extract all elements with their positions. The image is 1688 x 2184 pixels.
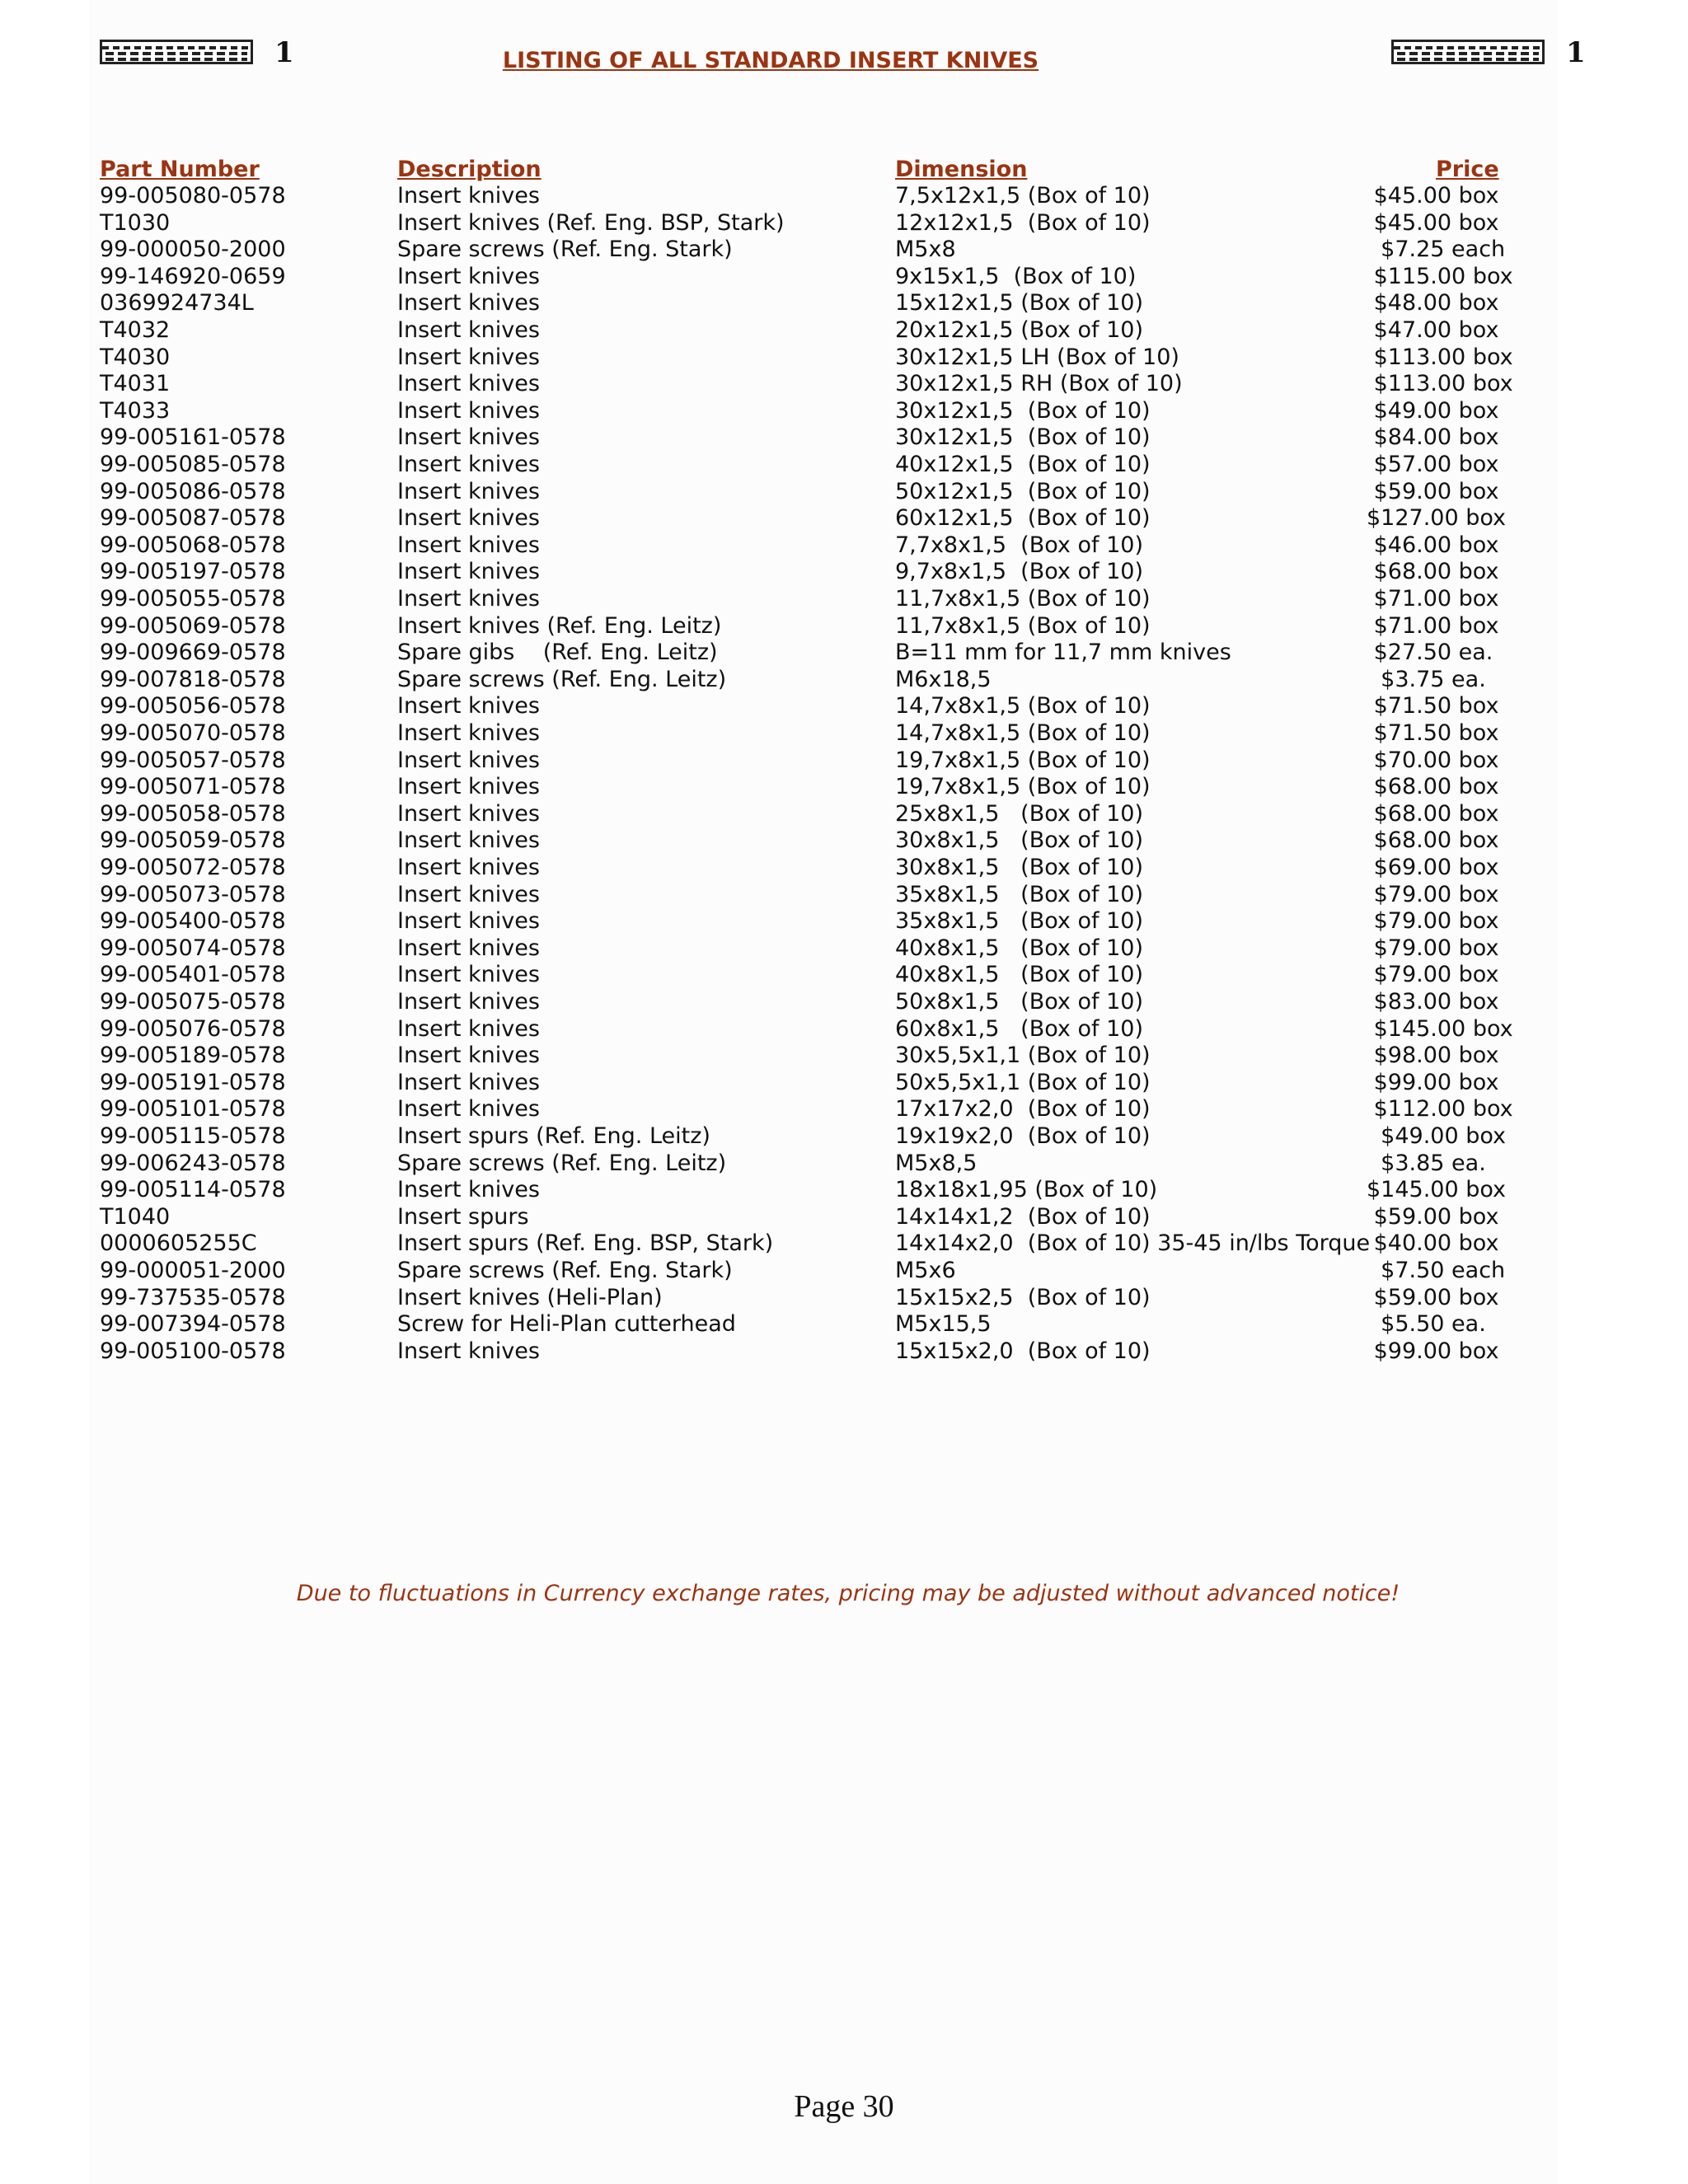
table-cell-dimension: 40x8x1,5 (Box of 10)	[895, 962, 1143, 988]
table-cell-price: $68.00 box	[1367, 774, 1499, 800]
table-cell-price: $127.00 box	[1367, 505, 1507, 532]
table-cell-dimension: 15x12x1,5 (Box of 10)	[895, 290, 1143, 316]
table-cell-dimension: M5x6	[895, 1258, 956, 1283]
table-cell-description: Insert knives	[397, 397, 540, 424]
table-cell-price: $145.00 box	[1367, 1015, 1513, 1042]
table-cell-part-number: 99-005058-0578	[100, 800, 286, 827]
table-cell-dimension: M5x15,5	[895, 1311, 992, 1338]
table-cell-price: $48.00 box	[1367, 290, 1499, 316]
table-cell-price: $84.00 box	[1367, 424, 1499, 451]
table-cell-description: Insert knives	[397, 962, 540, 988]
table-cell-description: Screw for Heli-Plan cutterhead	[397, 1311, 736, 1338]
table-cell-price: $79.00 box	[1367, 962, 1499, 988]
table-cell-price: $69.00 box	[1367, 855, 1499, 880]
table-cell-part-number: 99-000051-2000	[100, 1258, 286, 1283]
table-cell-description: Insert knives	[397, 183, 540, 209]
table-cell-dimension: 12x12x1,5 (Box of 10)	[895, 209, 1151, 236]
table-cell-part-number: 99-005073-0578	[100, 881, 286, 907]
table-cell-part-number: 99-005068-0578	[100, 532, 286, 558]
table-cell-price: $5.50 ea.	[1367, 1311, 1486, 1338]
table-cell-dimension: 7,5x12x1,5 (Box of 10)	[895, 183, 1151, 209]
table-cell-part-number: 99-005059-0578	[100, 827, 286, 854]
table-cell-dimension: 30x8x1,5 (Box of 10)	[895, 827, 1143, 854]
table-cell-price: $99.00 box	[1367, 1338, 1499, 1364]
page-title: LISTING OF ALL STANDARD INSERT KNIVES	[502, 48, 1039, 73]
table-cell-part-number: 99-005400-0578	[100, 908, 286, 935]
table-cell-dimension: 40x8x1,5 (Box of 10)	[895, 935, 1143, 961]
table-cell-price: $3.75 ea.	[1367, 666, 1486, 692]
table-cell-dimension: 30x12x1,5 (Box of 10)	[895, 424, 1151, 451]
table-cell-description: Insert knives	[397, 774, 540, 800]
table-cell-description: Insert knives	[397, 747, 540, 773]
table-cell-dimension: 60x12x1,5 (Box of 10)	[895, 505, 1151, 532]
table-cell-price: $59.00 box	[1367, 1284, 1499, 1310]
table-cell-part-number: 99-009669-0578	[100, 640, 286, 666]
table-cell-price: $113.00 box	[1367, 371, 1513, 397]
table-cell-description: Spare gibs (Ref. Eng. Leitz)	[397, 640, 718, 666]
table-cell-part-number: 99-005086-0578	[100, 478, 286, 504]
table-cell-part-number: 99-005087-0578	[100, 505, 286, 532]
table-cell-description: Insert knives	[397, 505, 540, 532]
table-cell-price: $49.00 box	[1367, 1123, 1507, 1149]
table-cell-description: Spare screws (Ref. Eng. Leitz)	[397, 666, 727, 692]
table-cell-part-number: 99-005070-0578	[100, 720, 286, 746]
table-cell-description: Insert knives (Heli-Plan)	[397, 1284, 663, 1310]
page-panel	[89, 0, 1558, 2184]
header-mark-left: 1	[274, 36, 294, 69]
table-cell-dimension: 19x19x2,0 (Box of 10)	[895, 1123, 1151, 1149]
table-cell-price: $71.00 box	[1367, 586, 1499, 612]
table-cell-price: $99.00 box	[1367, 1069, 1499, 1095]
table-cell-dimension: 15x15x2,0 (Box of 10)	[895, 1338, 1151, 1364]
table-cell-dimension: 60x8x1,5 (Box of 10)	[895, 1015, 1143, 1042]
table-cell-description: Insert knives	[397, 1096, 540, 1122]
table-cell-part-number: 99-006243-0578	[100, 1150, 286, 1176]
table-cell-description: Spare screws (Ref. Eng. Stark)	[397, 1258, 733, 1283]
table-cell-dimension: M5x8,5	[895, 1150, 978, 1176]
table-cell-part-number: 99-005114-0578	[100, 1177, 286, 1203]
table-cell-price: $27.50 ea.	[1367, 640, 1493, 666]
table-cell-description: Insert knives (Ref. Eng. BSP, Stark)	[397, 209, 785, 236]
table-cell-dimension: B=11 mm for 11,7 mm knives	[895, 640, 1231, 666]
column-header-dimension: Dimension	[895, 157, 1028, 182]
table-cell-price: $79.00 box	[1367, 935, 1499, 961]
table-cell-price: $57.00 box	[1367, 452, 1499, 477]
table-cell-price: $71.50 box	[1367, 720, 1499, 746]
table-cell-description: Insert knives	[397, 989, 540, 1015]
table-cell-dimension: 35x8x1,5 (Box of 10)	[895, 881, 1143, 907]
table-cell-part-number: T1040	[100, 1203, 171, 1230]
table-cell-part-number: 99-005075-0578	[100, 989, 286, 1015]
column-header-part-number: Part Number	[100, 157, 260, 182]
table-cell-description: Insert knives	[397, 881, 540, 907]
table-cell-dimension: 18x18x1,95 (Box of 10)	[895, 1177, 1158, 1203]
table-cell-dimension: 50x12x1,5 (Box of 10)	[895, 478, 1151, 504]
table-cell-part-number: T4032	[100, 317, 171, 343]
table-cell-description: Spare screws (Ref. Eng. Stark)	[397, 237, 733, 263]
table-cell-part-number: T4031	[100, 371, 171, 397]
table-cell-dimension: 30x12x1,5 LH (Box of 10)	[895, 344, 1179, 370]
table-cell-dimension: 50x8x1,5 (Box of 10)	[895, 989, 1143, 1015]
table-cell-part-number: T1030	[100, 209, 171, 236]
column-header-description: Description	[397, 157, 542, 182]
table-cell-price: $98.00 box	[1367, 1043, 1499, 1069]
table-cell-part-number: 99-005401-0578	[100, 962, 286, 988]
table-cell-description: Insert knives	[397, 827, 540, 854]
table-cell-dimension: 14,7x8x1,5 (Box of 10)	[895, 720, 1151, 746]
table-cell-price: $71.00 box	[1367, 612, 1499, 639]
table-cell-description: Insert knives	[397, 263, 540, 289]
table-cell-description: Insert knives	[397, 371, 540, 397]
table-cell-price: $79.00 box	[1367, 908, 1499, 935]
table-cell-description: Insert knives	[397, 935, 540, 961]
table-cell-dimension: 14x14x2,0 (Box of 10) 35-45 in/lbs Torque	[895, 1230, 1371, 1257]
table-cell-part-number: 99-005191-0578	[100, 1069, 286, 1095]
table-cell-dimension: 30x5,5x1,1 (Box of 10)	[895, 1043, 1151, 1069]
table-cell-part-number: 99-005069-0578	[100, 612, 286, 639]
table-cell-part-number: 99-005076-0578	[100, 1015, 286, 1042]
table-cell-dimension: 17x17x2,0 (Box of 10)	[895, 1096, 1151, 1122]
table-cell-part-number: T4033	[100, 397, 171, 424]
table-cell-description: Insert spurs	[397, 1203, 529, 1230]
table-cell-price: $45.00 box	[1367, 183, 1499, 209]
table-cell-price: $79.00 box	[1367, 881, 1499, 907]
table-cell-part-number: 99-737535-0578	[100, 1284, 286, 1310]
table-cell-part-number: 99-005071-0578	[100, 774, 286, 800]
table-cell-part-number: 99-005101-0578	[100, 1096, 286, 1122]
table-cell-dimension: 14,7x8x1,5 (Box of 10)	[895, 693, 1151, 719]
table-cell-dimension: 25x8x1,5 (Box of 10)	[895, 800, 1143, 827]
table-cell-part-number: 0000605255C	[100, 1230, 257, 1257]
table-cell-description: Insert spurs (Ref. Eng. BSP, Stark)	[397, 1230, 774, 1257]
table-cell-description: Insert knives	[397, 317, 540, 343]
table-cell-part-number: 99-005080-0578	[100, 183, 286, 209]
table-cell-price: $145.00 box	[1367, 1177, 1507, 1203]
table-cell-dimension: 35x8x1,5 (Box of 10)	[895, 908, 1143, 935]
table-cell-dimension: 30x12x1,5 (Box of 10)	[895, 397, 1151, 424]
table-cell-price: $3.85 ea.	[1367, 1150, 1486, 1176]
table-cell-part-number: 99-005197-0578	[100, 559, 286, 585]
table-cell-dimension: 40x12x1,5 (Box of 10)	[895, 452, 1151, 477]
table-cell-dimension: 9,7x8x1,5 (Box of 10)	[895, 559, 1143, 585]
table-cell-price: $59.00 box	[1367, 478, 1499, 504]
table-cell-dimension: 7,7x8x1,5 (Box of 10)	[895, 532, 1143, 558]
table-cell-part-number: 99-005100-0578	[100, 1338, 286, 1364]
header-mark-right: 1	[1566, 36, 1586, 69]
table-cell-part-number: 0369924734L	[100, 290, 254, 316]
currency-notice: Due to fluctuations in Currency exchange rates, pricing may be adjusted without advanced notice!	[296, 1581, 1400, 1606]
table-cell-part-number: 99-005074-0578	[100, 935, 286, 961]
table-cell-description: Insert knives	[397, 532, 540, 558]
table-cell-price: $7.50 each	[1367, 1258, 1506, 1283]
table-cell-description: Insert knives	[397, 720, 540, 746]
table-cell-description: Insert knives	[397, 344, 540, 370]
table-cell-part-number: 99-005057-0578	[100, 747, 286, 773]
table-cell-price: $83.00 box	[1367, 989, 1499, 1015]
table-cell-dimension: 9x15x1,5 (Box of 10)	[895, 263, 1137, 289]
table-cell-part-number: 99-007394-0578	[100, 1311, 286, 1338]
table-cell-price: $49.00 box	[1367, 397, 1499, 424]
table-cell-part-number: 99-005056-0578	[100, 693, 286, 719]
table-cell-description: Insert knives	[397, 1338, 540, 1364]
table-cell-price: $47.00 box	[1367, 317, 1499, 343]
table-cell-part-number: 99-005055-0578	[100, 586, 286, 612]
table-cell-description: Insert knives	[397, 586, 540, 612]
table-cell-description: Insert knives	[397, 1043, 540, 1069]
table-cell-price: $68.00 box	[1367, 559, 1499, 585]
table-cell-part-number: 99-146920-0659	[100, 263, 286, 289]
table-cell-dimension: 30x8x1,5 (Box of 10)	[895, 855, 1143, 880]
table-cell-price: $45.00 box	[1367, 209, 1499, 236]
table-cell-dimension: M5x8	[895, 237, 956, 263]
table-cell-part-number: T4030	[100, 344, 171, 370]
table-cell-description: Spare screws (Ref. Eng. Leitz)	[397, 1150, 727, 1176]
table-cell-price: $68.00 box	[1367, 827, 1499, 854]
table-cell-part-number: 99-005085-0578	[100, 452, 286, 477]
table-cell-dimension: 20x12x1,5 (Box of 10)	[895, 317, 1143, 343]
table-cell-part-number: 99-005072-0578	[100, 855, 286, 880]
table-cell-description: Insert knives	[397, 452, 540, 477]
table-cell-price: $68.00 box	[1367, 800, 1499, 827]
table-cell-price: $7.25 each	[1367, 237, 1506, 263]
table-cell-part-number: 99-000050-2000	[100, 237, 286, 263]
table-cell-dimension: 11,7x8x1,5 (Box of 10)	[895, 586, 1151, 612]
table-cell-dimension: 19,7x8x1,5 (Box of 10)	[895, 774, 1151, 800]
table-cell-price: $40.00 box	[1367, 1230, 1499, 1257]
table-cell-price: $115.00 box	[1367, 263, 1513, 289]
table-cell-dimension: 11,7x8x1,5 (Box of 10)	[895, 612, 1151, 639]
table-cell-part-number: 99-005189-0578	[100, 1043, 286, 1069]
table-cell-dimension: M6x18,5	[895, 666, 992, 692]
table-cell-dimension: 30x12x1,5 RH (Box of 10)	[895, 371, 1183, 397]
table-cell-part-number: 99-005161-0578	[100, 424, 286, 451]
table-cell-dimension: 50x5,5x1,1 (Box of 10)	[895, 1069, 1151, 1095]
table-cell-price: $112.00 box	[1367, 1096, 1513, 1122]
table-cell-price: $71.50 box	[1367, 693, 1499, 719]
table-cell-description: Insert knives	[397, 800, 540, 827]
table-cell-description: Insert knives (Ref. Eng. Leitz)	[397, 612, 722, 639]
table-cell-description: Insert knives	[397, 1069, 540, 1095]
table-cell-description: Insert knives	[397, 424, 540, 451]
table-cell-price: $46.00 box	[1367, 532, 1499, 558]
table-cell-description: Insert knives	[397, 693, 540, 719]
table-cell-part-number: 99-007818-0578	[100, 666, 286, 692]
table-cell-price: $59.00 box	[1367, 1203, 1499, 1230]
table-cell-description: Insert knives	[397, 290, 540, 316]
table-cell-dimension: 15x15x2,5 (Box of 10)	[895, 1284, 1151, 1310]
table-cell-dimension: 19,7x8x1,5 (Box of 10)	[895, 747, 1151, 773]
table-cell-price: $113.00 box	[1367, 344, 1513, 370]
table-cell-price: $70.00 box	[1367, 747, 1499, 773]
table-cell-dimension: 14x14x1,2 (Box of 10)	[895, 1203, 1151, 1230]
table-cell-description: Insert knives	[397, 1015, 540, 1042]
table-cell-description: Insert knives	[397, 559, 540, 585]
table-cell-description: Insert spurs (Ref. Eng. Leitz)	[397, 1123, 710, 1149]
table-cell-description: Insert knives	[397, 1177, 540, 1203]
page-number: Page 30	[794, 2089, 894, 2124]
table-cell-part-number: 99-005115-0578	[100, 1123, 286, 1149]
table-cell-description: Insert knives	[397, 478, 540, 504]
table-cell-description: Insert knives	[397, 855, 540, 880]
column-header-price: Price	[1436, 157, 1499, 182]
table-cell-description: Insert knives	[397, 908, 540, 935]
